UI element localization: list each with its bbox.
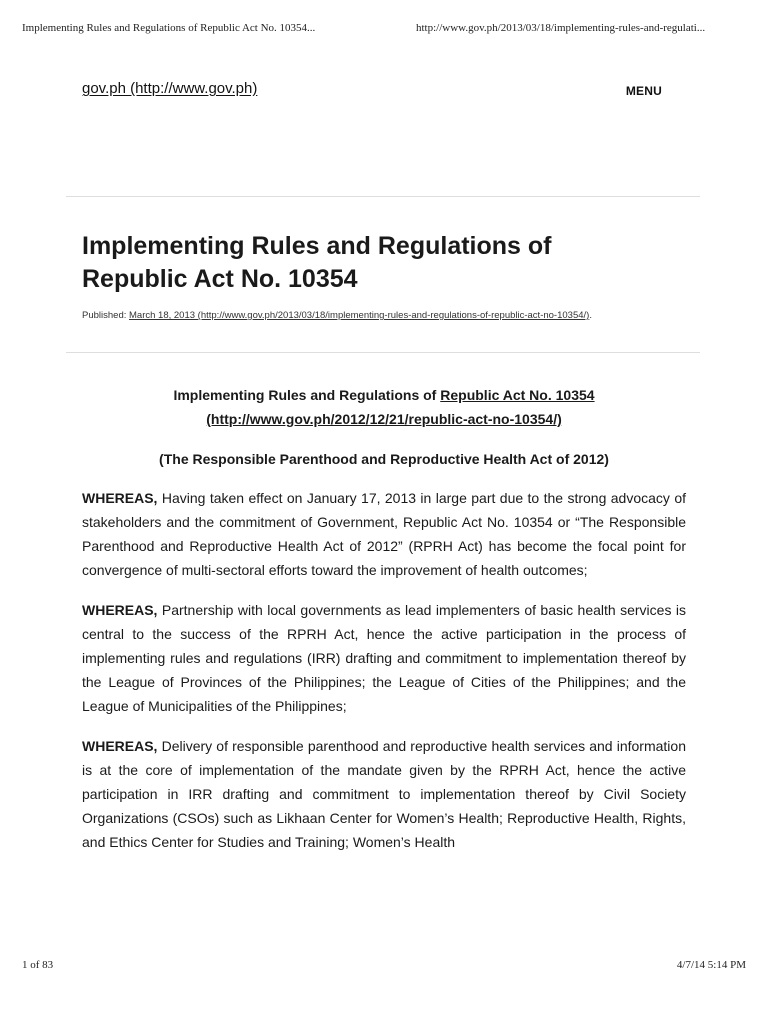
article-body <box>82 383 686 870</box>
published-suffix: . <box>589 310 592 321</box>
article-heading <box>82 383 686 431</box>
whereas-paragraph <box>82 486 686 582</box>
whereas-paragraph <box>82 598 686 718</box>
published-line <box>82 310 682 321</box>
page-break-mask <box>0 904 768 954</box>
site-header <box>82 80 662 102</box>
whereas-lead: WHEREAS, <box>82 738 158 754</box>
print-datetime: 4/7/14 5:14 PM <box>676 959 746 971</box>
divider-bottom <box>66 352 700 353</box>
print-header-title: Implementing Rules and Regulations of Republic Act No. 10354... <box>22 22 316 34</box>
published-label: Published: <box>82 310 130 321</box>
whereas-text: Having taken effect on January 17, 2013 in large part due to the strong advocacy of stakeholders and the commitment of Government, Republic Act No. 10354 or “The Responsible Parenthood and Reproductive Health Act of 2012” (RPRH Act) has become the focal point for convergence of multi-sectoral efforts toward the improvement of health outcomes; <box>82 490 686 578</box>
page-number: 1 of 83 <box>22 959 54 971</box>
whereas-paragraph <box>82 734 686 854</box>
article-subtitle: (The Responsible Parenthood and Reproductive Health Act of 2012) <box>159 451 609 467</box>
divider-top <box>66 196 700 197</box>
site-home-link[interactable]: gov.ph (http://www.gov.ph) <box>82 80 258 97</box>
whereas-text: Delivery of responsible parenthood and reproductive health services and information is at the core of implementation of the mandate given by the RPRH Act, hence the active participation in IRR drafting and commitment to implementation thereof by Civil Society Organizations (CSOs) such as Likhaan Center for Women’s Health; Reproductive Health, Rights, and Ethics Center for Studies and Training; Women’s Health <box>82 738 686 850</box>
whereas-lead: WHEREAS, <box>82 602 158 618</box>
republic-act-link[interactable]: Republic Act No. 10354 (http://www.gov.ph/2012/12/21/republic-act-no-10354/) <box>206 387 595 427</box>
print-header <box>22 22 746 38</box>
whereas-lead: WHEREAS, <box>82 490 158 506</box>
menu-button[interactable]: MENU <box>625 84 662 98</box>
print-header-url: http://www.gov.ph/2013/03/18/implementing-rules-and-regulati... <box>416 22 706 34</box>
published-date-link[interactable]: March 18, 2013 (http://www.gov.ph/2013/03/18/implementing-rules-and-regulations-of-republic-act-no-10354/) <box>129 310 590 321</box>
page-title: Implementing Rules and Regulations of Republic Act No. 10354 <box>82 232 552 293</box>
print-footer <box>22 959 746 975</box>
whereas-text: Partnership with local governments as lead implementers of basic health services is central to the success of the RPRH Act, hence the active participation in the process of implementing rules and regulations (IRR) drafting and commitment to implementation thereof by the League of Provinces of the Philippines; the League of Cities of the Philippines; and the League of Municipalities of the Philippines; <box>82 602 686 714</box>
article-heading-prefix: Implementing Rules and Regulations of <box>173 387 441 403</box>
